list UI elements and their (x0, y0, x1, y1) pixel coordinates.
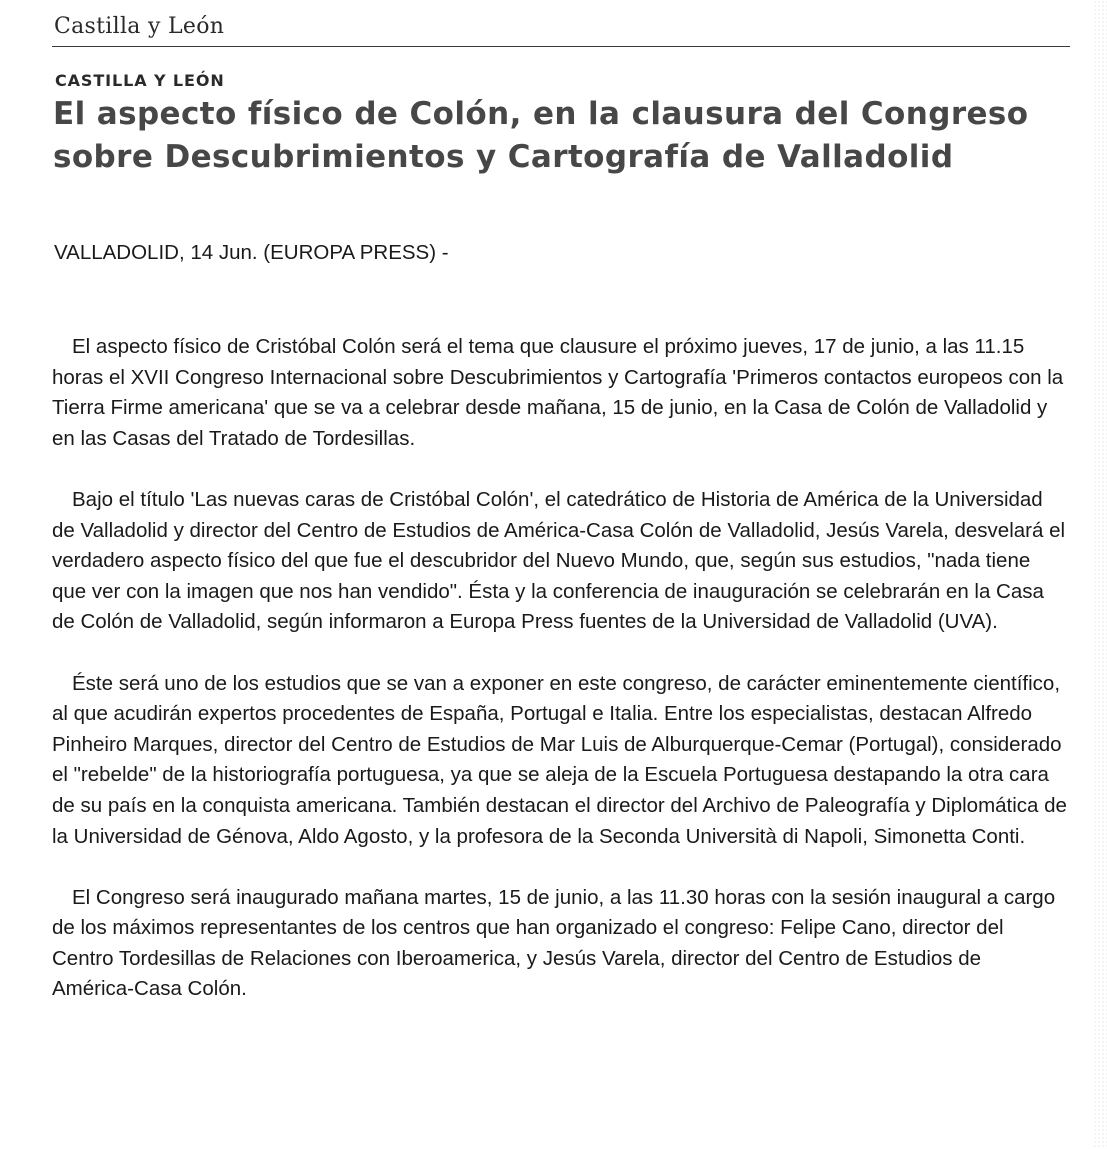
article-dateline: VALLADOLID, 14 Jun. (EUROPA PRESS) - (54, 241, 449, 264)
section-header: Castilla y León (54, 14, 225, 39)
article-headline: El aspecto físico de Colón, en la clausura del Congreso sobre Descubrimientos y Cartografía de Valladolid (53, 96, 1029, 175)
article-body (52, 332, 1067, 1036)
article-paragraph: El aspecto físico de Cristóbal Colón será el tema que clausure el próximo jueves, 17 de junio, a las 11.15 horas el XVII Congreso Internacional sobre Descubrimientos y Cartografía 'Primeros contactos europeos con la Tierra Firme americana' que se va a celebrar desde mañana, 15 de junio, en la Casa de Colón de Valladolid y en las Casas del Tratado de Tordesillas. (52, 335, 1064, 450)
article-paragraph: Bajo el título 'Las nuevas caras de Cristóbal Colón', el catedrático de Historia de América de la Universidad de Valladolid y director del Centro de Estudios de América-Casa Colón de Valladolid, Jesús Varela, desvelará el verdadero aspecto físico del que fue el descubridor del Nuevo Mundo, que, según sus estudios, "nada tiene que ver con la imagen que nos han vendido". Ésta y la conferencia de inauguración se celebrarán en la Casa de Colón de Valladolid, según informaron a Europa Press fuentes de la Universidad de Valladolid (UVA). (52, 487, 1066, 634)
article-paragraph: El Congreso será inaugurado mañana martes, 15 de junio, a las 11.30 horas con la sesión inaugural a cargo de los máximos representantes de los centros que han organizado el congreso: Felipe Cano, director del Centro Tordesillas de Relaciones con Iberoamerica, y Jesús Varela, director del Centro de Estudios de América-Casa Colón. (52, 885, 1056, 1001)
scan-edge-texture (1093, 0, 1107, 1149)
header-divider (52, 46, 1070, 47)
article-kicker: CASTILLA Y LEÓN (55, 71, 225, 90)
article-paragraph: Éste será uno de los estudios que se van a exponer en este congreso, de carácter eminentemente científico, al que acudirán expertos procedentes de España, Portugal e Italia. Entre los especialistas, destacan Alfredo Pinheiro Marques, director del Centro de Estudios de Mar Luis de Alburquerque-Cemar (Portugal), considerado el "rebelde" de la historiografía portuguesa, ya que se aleja de la Escuela Portuguesa destapando la otra cara de su país en la conquista americana. También destacan el director del Archivo de Paleografía y Diplomática de la Universidad de Génova, Aldo Agosto, y la profesora de la Seconda Università di Napoli, Simonetta Conti. (52, 671, 1067, 848)
